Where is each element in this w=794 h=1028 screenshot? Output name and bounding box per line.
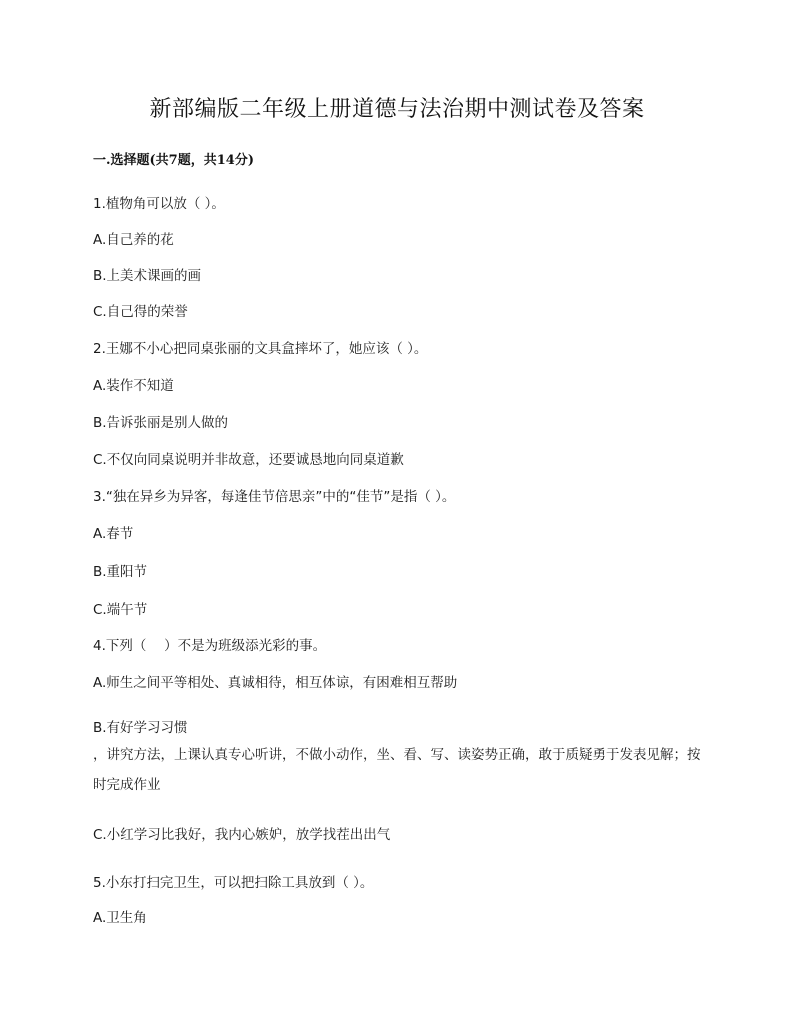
- question-stem-4: 4.下列（ ）不是为班级添光彩的事。: [93, 638, 327, 654]
- question-2-option-a: A.装作不知道: [93, 378, 174, 394]
- question-1-option-b: B.上美术课画的画: [93, 268, 202, 284]
- question-1-option-c: C.自己得的荣誉: [93, 304, 188, 320]
- question-1-option-a: A.自己养的花: [93, 232, 174, 248]
- question-stem-2: 2.王娜不小心把同桌张丽的文具盒摔坏了，她应该（ ）。: [93, 341, 428, 357]
- section-heading: 一.选择题(共7题，共14分): [93, 153, 254, 168]
- question-4-option-a: A.师生之间平等相处、真诚相待，相互体谅，有困难相互帮助: [93, 675, 458, 691]
- document-title: 新部编版二年级上册道德与法治期中测试卷及答案: [149, 97, 645, 122]
- question-4-option-b: B.有好学习习惯: [93, 720, 188, 736]
- question-stem-5: 5.小东打扫完卫生，可以把扫除工具放到（ ）。: [93, 875, 374, 891]
- question-2-option-b: B.告诉张丽是别人做的: [93, 415, 229, 431]
- question-4-option-b-continuation: ，讲究方法，上课认真专心听讲，不做小动作，坐、看、写、读姿势正确，敢于质疑勇于发表见解；按时完成作业: [93, 747, 701, 793]
- question-3-option-b: B.重阳节: [93, 564, 148, 580]
- question-4-option-c: C.小红学习比我好，我内心嫉妒，放学找茬出出气: [93, 827, 391, 843]
- question-2-option-c: C.不仅向同桌说明并非故意，还要诚恳地向同桌道歉: [93, 452, 404, 468]
- question-3-option-a: A.春节: [93, 526, 134, 542]
- question-3-option-c: C.端午节: [93, 602, 148, 618]
- question-stem-3: 3.“独在异乡为异客，每逢佳节倍思亲”中的“佳节”是指（ ）。: [93, 489, 456, 505]
- question-stem-1: 1.植物角可以放（ ）。: [93, 196, 225, 212]
- question-5-option-a: A.卫生角: [93, 910, 147, 926]
